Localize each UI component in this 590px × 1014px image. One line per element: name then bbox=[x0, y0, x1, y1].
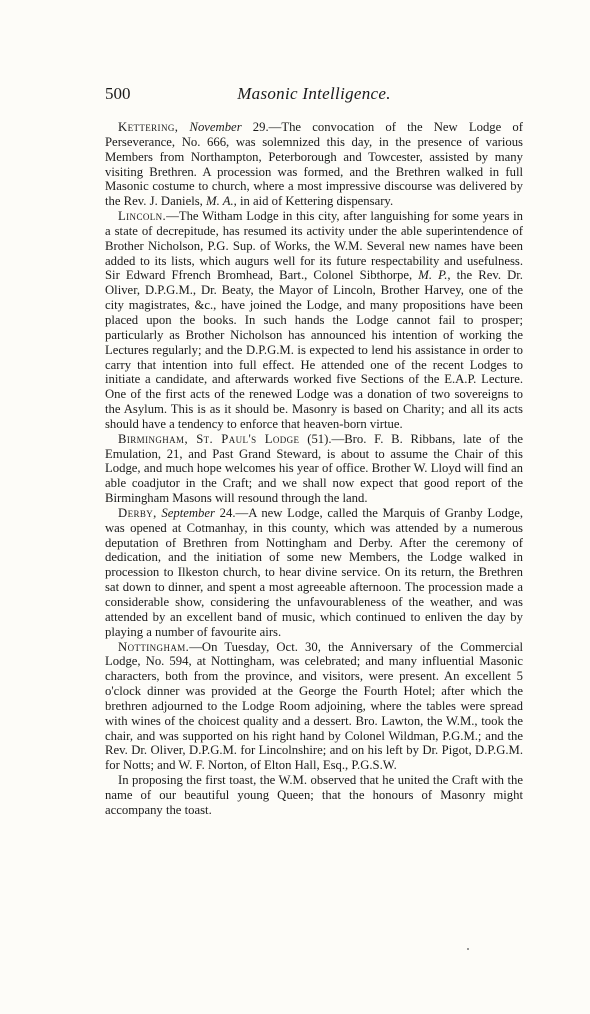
date-text: September bbox=[161, 505, 215, 520]
page-header bbox=[105, 84, 523, 106]
ink-speck bbox=[467, 948, 469, 950]
place-heading: Birmingham, St. Paul's Lodge bbox=[118, 431, 300, 446]
paragraph-text: —On Tuesday, Oct. 30, the Anniversary of the Commercial Lodge, No. 594, at Nottingham, was celebrated; and many influential Masonic characters, both from the province, and visitors, were present. An excellent 5 o'clock dinner was provided at the George the Fourth Hotel; after which the brethren adjourned to the Lodge Room adjoining, where the tables were spread with wines of the choicest quality and a dessert. Bro. Lawton, the W.M., took the chair, and was supported on his right hand by Colonel Wildman, P.G.M.; and the Rev. Dr. Oliver, D.P.G.M. for Lincolnshire; and on his left by Dr. Pigot, D.P.G.M. for Notts; and W. F. Norton, of Elton Hall, Esq., P.G.S.W. bbox=[105, 639, 523, 773]
paragraph-toast bbox=[105, 773, 523, 818]
paragraph-nottingham bbox=[105, 640, 523, 774]
italic-text: M. P. bbox=[418, 268, 448, 283]
paragraph-text: —The Witham Lodge in this city, after languishing for some years in a state of decrepitude, has resumed its activity under the able superintendence of Brother Nicholson, P.G. Sup. of Works, the W.M. Several new names have been added to its lists, which augurs well for its future respectability and usefulness. Sir Edward Ffrench Bromhead, Bart., Colonel Sibthorpe, bbox=[105, 209, 523, 283]
paragraph-text: 24.—A new Lodge, called the Marquis of Granby Lodge, was opened at Cotmanhay, in this county, which was attended by a numerous deputation of Brethren from Nottingham and Derby. After the ceremony of dedication, and the initiation of some new Members, the Lodge walked in procession to Ilkeston church, to hear divine service. On its return, the Brethren sat down to dinner, and spent a most agreeable afternoon. The procession made a considerable show, considering the unfavourableness of the weather, and was attended by an excellent band of music, which continued to enliven the day by playing a number of favourite airs. bbox=[105, 505, 523, 639]
running-title: Masonic Intelligence. bbox=[237, 84, 391, 103]
place-heading: Kettering, bbox=[118, 120, 179, 134]
paragraph-text: , in aid of Kettering dispensary. bbox=[233, 194, 394, 209]
date-text: November bbox=[189, 120, 242, 134]
place-heading: Derby, bbox=[118, 505, 157, 520]
italic-text: M. A. bbox=[206, 194, 234, 209]
paragraph-derby bbox=[105, 506, 523, 640]
place-heading: Nottingham. bbox=[118, 639, 190, 654]
paragraph-text: 29.—The convocation of the New Lodge of Perseverance, No. 666, was solemnized this day, in the presence of various Members from Northampton, Peterborough and Towcester, assisted by many visiting Brethren. A procession was formed, and the Brethren walked in full Masonic costume to church, where a most impressive discourse was delivered by the Rev. J. Daniels, bbox=[105, 120, 523, 209]
paragraph-birmingham bbox=[105, 432, 523, 506]
paragraph-text: , the Rev. Dr. Oliver, D.P.G.M., Dr. Beaty, the Mayor of Lincoln, Brother Harvey, one of the city magistrates, &c., have joined the Lodge, and many propositions have been placed upon the books. In such hands the Lodge cannot fail to prosper; particularly as Brother Nicholson has announced his intention of working the Lectures regularly; and the D.P.G.M. is expected to lend his assistance in order to carry that intention into full effect. He attended one of the recent Lodges to initiate a candidate, and afterwards worked five Sections of the E.A.P. Lecture. One of the first acts of the renewed Lodge was a donation of two sovereigns to the Asylum. This is as it should be. Masonry is based on Charity; and all its acts should have a tendency to enforce that heaven-born virtue. bbox=[105, 268, 523, 431]
article-body bbox=[105, 120, 523, 818]
paragraph-lincoln bbox=[105, 209, 523, 432]
page-number: 500 bbox=[105, 84, 131, 103]
place-heading: Lincoln. bbox=[118, 209, 167, 224]
paragraph-text: In proposing the first toast, the W.M. observed that he united the Craft with the name of our beautiful young Queen; that the honours of Masonry might accompany the toast. bbox=[105, 773, 523, 817]
paragraph-kettering bbox=[105, 120, 523, 209]
paragraph-text: (51).—Bro. F. B. Ribbans, late of the Emulation, 21, and Past Grand Steward, is about to assume the Chair of this Lodge, and much hope welcomes his year of office. Brother W. Lloyd will find an able coadjutor in the Craft; and we shall now expect that good report of the Birmingham Masons will resound through the land. bbox=[105, 431, 523, 506]
